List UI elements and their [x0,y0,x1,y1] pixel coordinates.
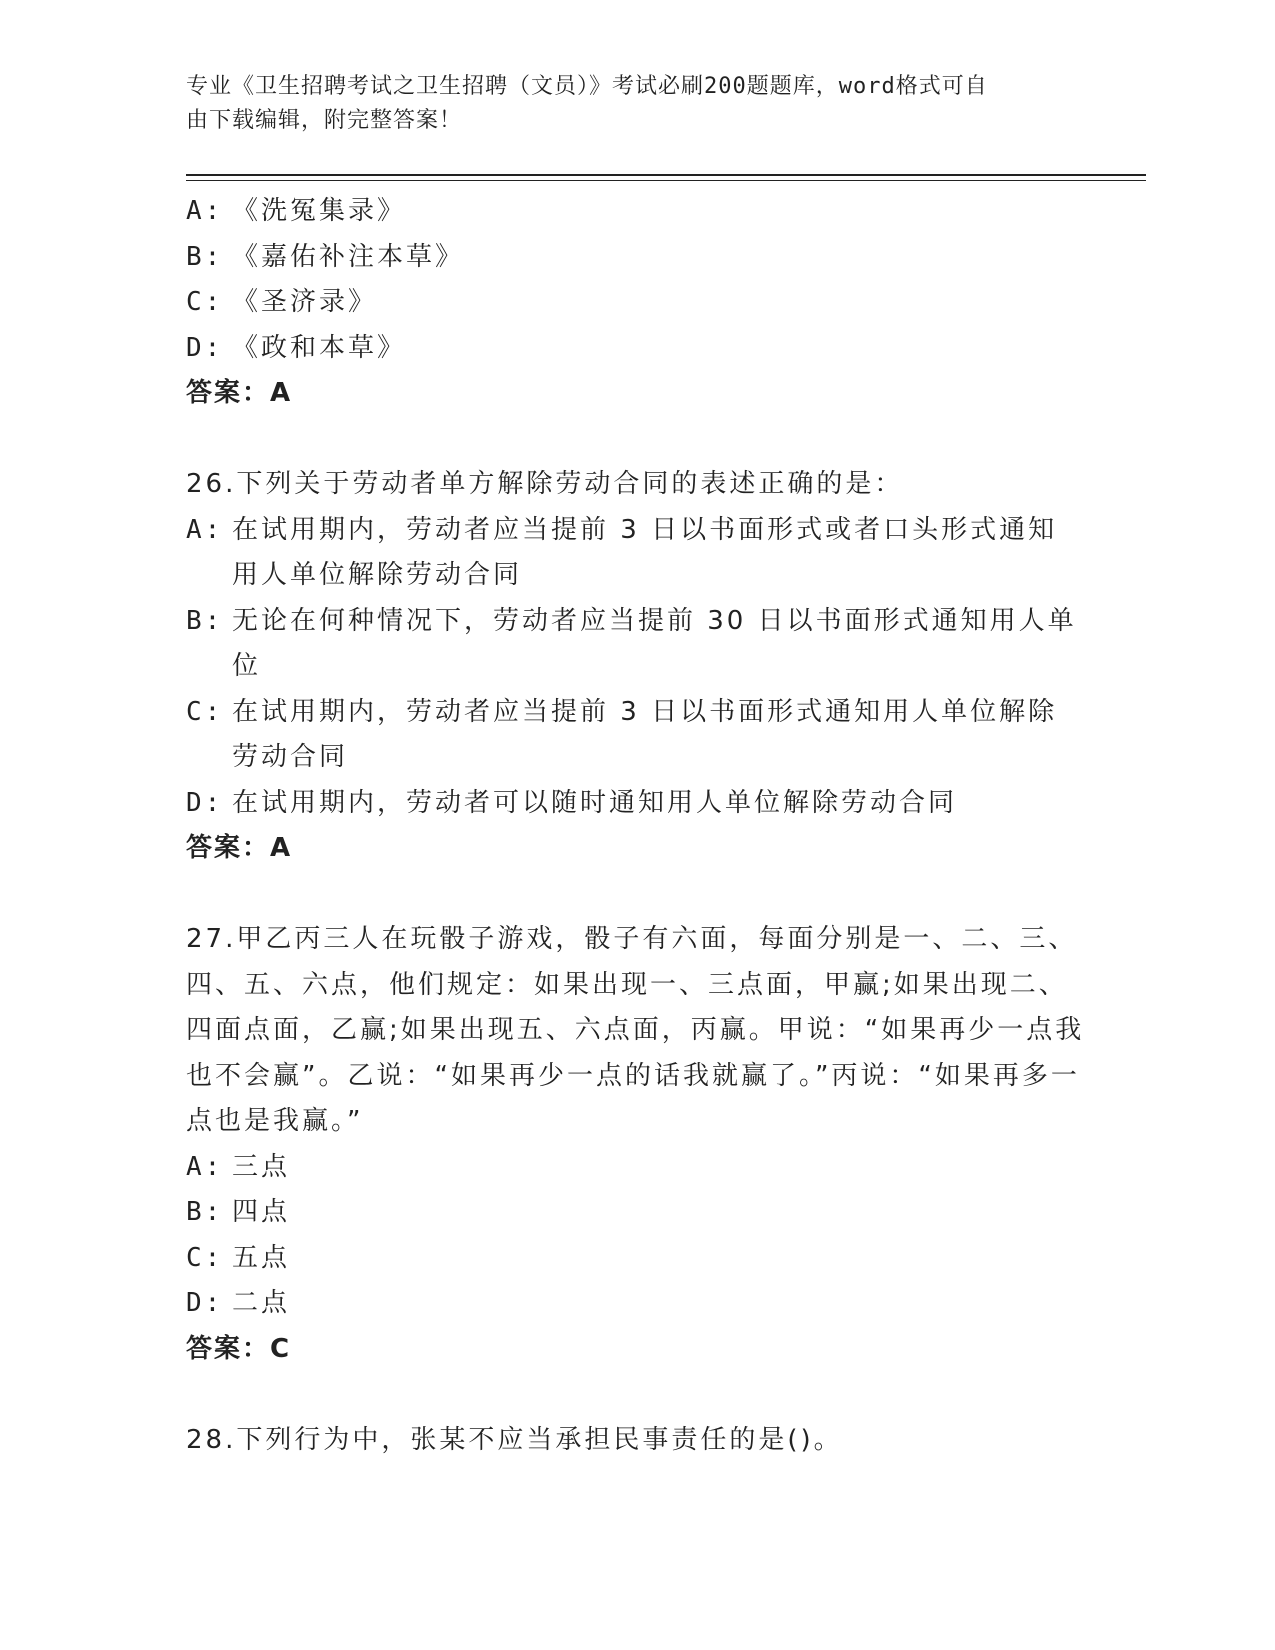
option-b [186,235,1086,281]
option-b [186,1190,1086,1236]
header-rule-thick [186,174,1146,176]
question-stem: 26.下列关于劳动者单方解除劳动合同的表述正确的是： [186,469,904,499]
header-rule-thin [186,180,1146,181]
answer-label: 答案：A [186,833,293,863]
option-letter: B: [186,605,224,636]
answer-label: 答案：C [186,1333,292,1364]
option-c [186,690,1086,781]
option-a [186,508,1086,599]
option-letter: C: [186,287,224,317]
option-text: 《洗冤集录》 [232,196,407,226]
option-letter: A: [186,1151,224,1182]
option-letter: C: [186,1242,224,1273]
spacer [186,417,1086,463]
option-text: 五点 [232,1242,291,1273]
spacer [186,1372,1086,1418]
question-25 [186,189,1086,417]
question-28 [186,1418,1086,1464]
option-letter: B: [186,241,224,272]
option-text: 《嘉佑补注本草》 [232,241,465,272]
option-text: 在试用期内，劳动者应当提前 3 日以书面形式或者口头形式通知用人单位解除劳动合同 [232,514,1058,590]
option-letter: D: [186,787,224,818]
option-text: 无论在何种情况下，劳动者应当提前 30 日以书面形式通知用人单位 [232,605,1077,681]
header-line-1: 专业《卫生招聘考试之卫生招聘（文员）》考试必刷200题题库，word格式可自 [186,74,988,99]
option-c [186,1236,1086,1282]
option-text: 在试用期内，劳动者应当提前 3 日以书面形式通知用人单位解除劳动合同 [232,696,1058,772]
spacer [186,872,1086,918]
option-a [186,1145,1086,1191]
answer-label: 答案：A [186,378,293,408]
question-stem: 28.下列行为中，张某不应当承担民事责任的是()。 [186,1424,843,1455]
option-letter: A: [186,514,224,545]
option-text: 在试用期内，劳动者可以随时通知用人单位解除劳动合同 [232,787,958,818]
option-d [186,781,1086,827]
header-line-2: 由下载编辑，附完整答案！ [186,108,463,133]
option-text: 四点 [232,1197,291,1227]
option-c [186,280,1086,326]
question-27 [186,917,1086,1372]
option-letter: B: [186,1197,224,1227]
document-header [186,70,1066,138]
option-letter: A: [186,196,224,226]
option-b [186,599,1086,690]
option-a [186,189,1086,235]
option-text: 三点 [232,1151,291,1182]
option-d [186,326,1086,372]
option-d [186,1281,1086,1327]
question-list [186,189,1086,1463]
option-text: 《政和本草》 [232,332,407,363]
option-letter: D: [186,332,224,363]
option-letter: C: [186,696,224,727]
option-letter: D: [186,1288,224,1318]
option-text: 二点 [232,1288,291,1318]
option-text: 《圣济录》 [232,287,378,317]
question-stem: 27.甲乙丙三人在玩骰子游戏，骰子有六面，每面分别是一、二、三、四、五、六点，他们规定：如果出现一、三点面，甲赢;如果出现二、四面点面，乙赢;如果出现五、六点面，丙赢。甲说：“如果再少一点我也不会赢”。乙说：“如果再少一点的话我就赢了。”丙说：“如果再多一点也是我赢。” [186,924,1085,1136]
question-26 [186,462,1086,872]
